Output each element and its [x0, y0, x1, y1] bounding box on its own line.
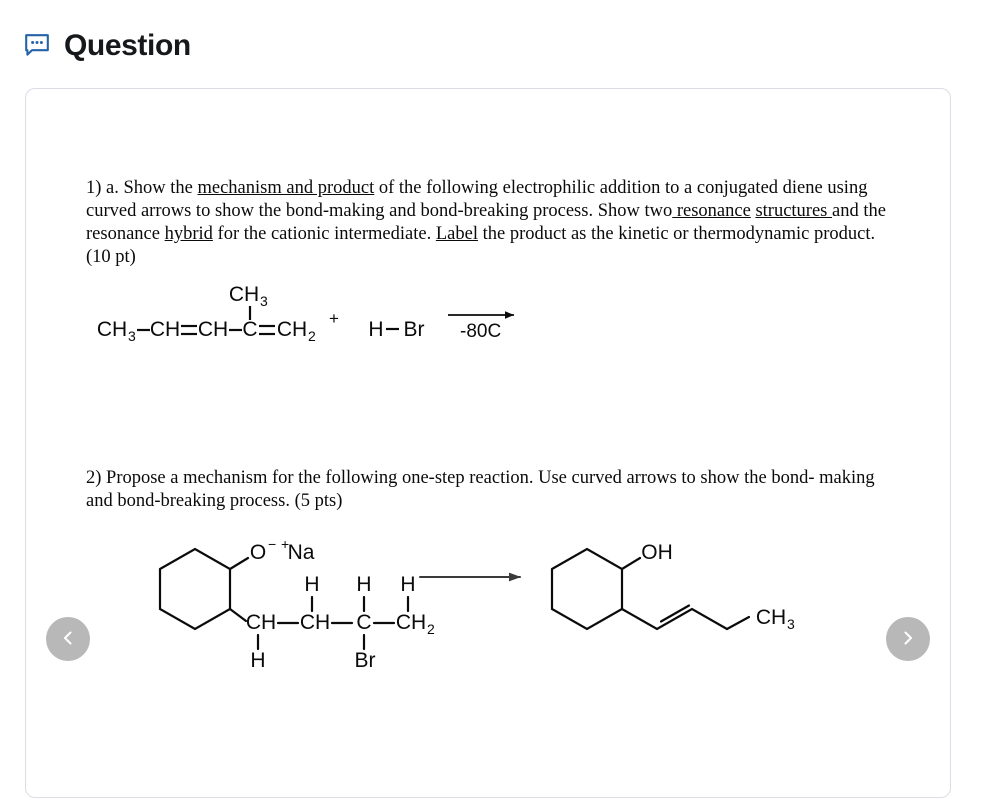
- reaction-scheme-1: [84, 284, 524, 374]
- chat-bubble-dots-icon: [24, 33, 50, 59]
- chem1-ch2-right: CH: [276, 318, 308, 341]
- q1-underline-resonance: resonance: [672, 201, 751, 221]
- chem2-reactant-cyclohexane-ring: [160, 549, 230, 629]
- chem1-reaction-arrow: [448, 311, 514, 319]
- chem1-branch-ch3-sub: 3: [260, 293, 268, 309]
- q1-line2-part1: using curved arrows to show the bond-making and bond-breaking process. Show two: [86, 178, 868, 221]
- previous-question-button[interactable]: [46, 617, 90, 661]
- chem1-ch-b: CH: [197, 318, 229, 341]
- chem2-product-cyclohexane-ring: [552, 549, 622, 629]
- chem2-c3-br-below: Br: [354, 649, 376, 672]
- chem1-plus-sign: +: [329, 309, 339, 328]
- chem2-c2-h-above: H: [304, 573, 320, 596]
- question-card: [25, 88, 951, 798]
- chem2-c2-label: CH: [299, 611, 331, 634]
- chevron-right-icon: [899, 629, 917, 650]
- chem2-c1-label: CH: [245, 611, 277, 634]
- chem2-c4-label: CH: [395, 611, 427, 634]
- chem1-arrow-condition: -80C: [460, 321, 502, 342]
- chem2-c4-h-above: H: [400, 573, 416, 596]
- chem2-c1-h-below: H: [250, 649, 266, 672]
- chem2-alkoxide-charge: −: [268, 536, 277, 552]
- chem1-reagent-br: Br: [403, 318, 425, 341]
- chem2-c3-h-above: H: [356, 573, 372, 596]
- q1-line4: thermodynamic product. (10 pt): [86, 224, 876, 267]
- q1-line1-part2: of the following electrophilic addition to a conjugated diene: [374, 178, 823, 198]
- q1-line3-part3: the product as the kinetic or: [477, 224, 689, 244]
- q1-underline-structures: structures: [755, 201, 833, 221]
- next-question-button[interactable]: [886, 617, 930, 661]
- q1-underline-mechanism-and-product: mechanism and product: [197, 178, 375, 198]
- q1-underline-label: Label: [435, 224, 478, 244]
- q1-underline-hybrid: hybrid: [164, 224, 213, 244]
- page-header: [24, 24, 191, 68]
- chem2-sodium-charge: +: [281, 536, 290, 552]
- q2-line1: 2) Propose a mechanism for the following one-step reaction. Use curved arrows to show the bond-: [86, 468, 815, 488]
- chem1-ch2-right-sub: 2: [308, 328, 316, 344]
- chem2-product-terminal-methyl: CH: [755, 606, 787, 629]
- chem1-ch-a: CH: [149, 318, 181, 341]
- chem1-ch3-left: CH: [96, 318, 128, 341]
- q1-line3-part1: and the resonance: [86, 201, 886, 244]
- chem2-product-terminal-methyl-sub: 3: [787, 616, 795, 632]
- chem2-reaction-arrow: [420, 573, 521, 582]
- q1-line3-part2: for the cationic intermediate.: [212, 224, 436, 244]
- question-1-text: [86, 177, 886, 269]
- question-2-text: [86, 467, 886, 513]
- chem2-c4-sub: 2: [427, 621, 435, 637]
- chem2-sodium: Na: [287, 541, 315, 564]
- reaction-scheme-2: [131, 529, 811, 672]
- chem1-c-center: C: [242, 318, 258, 341]
- chem2-product-hydroxyl: OH: [641, 541, 673, 564]
- page-title: Question: [64, 29, 191, 62]
- chem2-c3-label: C: [356, 611, 372, 634]
- q2-line2: making and bond-breaking process. (5 pts): [86, 468, 875, 511]
- chem1-ch3-left-sub: 3: [128, 328, 136, 344]
- chem2-alkoxide-o: O: [249, 541, 267, 564]
- chevron-left-icon: [59, 629, 77, 650]
- chem1-branch-ch3: CH: [228, 283, 260, 306]
- chem1-reagent-h: H: [368, 318, 384, 341]
- q1-line1-part1: 1) a. Show the: [86, 178, 198, 198]
